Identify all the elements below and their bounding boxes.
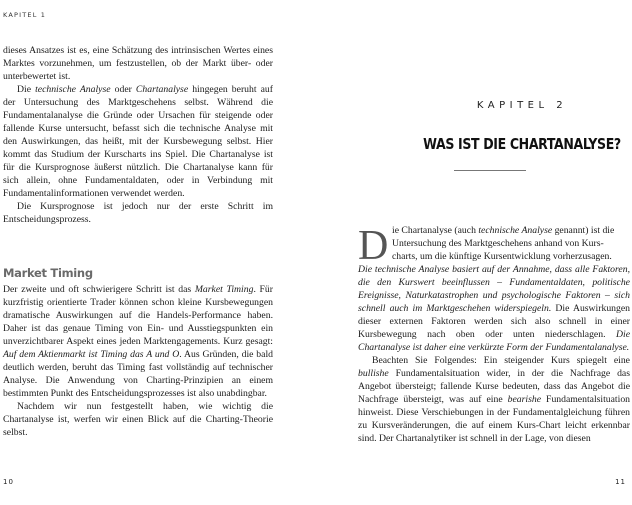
chapter-title: WAS IST DIE CHARTANALYSE? [423,135,621,153]
left-body-bottom [3,283,273,439]
section-heading: Market Timing [3,266,93,280]
paragraph: Die technische Analyse oder Chartanalyse hingegen beruht auf der Untersuchung des Marktgeschehens selbst. Während die Fundamentalanalyse die Gründe oder Ursachen für steigende oder fallende Kurse untersucht, befasst sich die technische Analyse mit den Auswirkungen, das heißt, mit der Kursbewegung selbst. Hier kommt das Studium der Kurscharts ins Spiel. Die Chartanalyse ist für die Kursprognose äußerst nützlich. Die Chartanalyse kann für sich allein, ohne Fundamentaldaten, oder in Verbindung mit Fundamentalinformationen verwendet werden. [3,84,273,199]
page-number: 10 [3,478,14,486]
right-page [316,0,632,505]
title-divider [454,170,526,171]
left-body-top [3,44,273,226]
paragraph: Beachten Sie Folgendes: Ein steigender Kurs spiegelt eine bullishe Fundamentalsituation wider, in der die Nachfrage das Angebot übersteigt; fallende Kurse bedeuten, dass das Angebot die Nachfrage übersteigt, was auf eine bearishe Fundamentalsituation hinweist. Diese Verschiebungen in der Fundamentalgleichung führen zu Kursveränderungen, die auf einem Kurs-Chart leicht erkennbar sind. Der Chartanalytiker ist schnell in der Lage, von diesen [358,355,631,444]
right-body [358,224,630,445]
paragraph: Der zweite und oft schwierigere Schritt ist das Market Timing. Für kurzfristig orientierte Trader können schon kleine Kursbewegungen dramatische Auswirkungen auf die Handels-Performance haben. Daher ist das genaue Timing von Ein- und Ausstiegspunkten ein unverzichtbarer Aspekt eines jeden Marktengagements. Kurz gesagt: Auf dem Aktienmarkt ist Timing das A und O. Aus Gründen, die bald deutlich werden, beruht das Timing fast vollständig auf technischer Analyse. Die Anwendung von Charting-Prinzipien an einem bestimmten Punkt des Entscheidungsprozesses ist also unabdingbar. [3,284,273,399]
running-head: KAPITEL 1 [3,11,47,19]
paragraph: ie Chartanalyse (auch technische Analyse genannt) ist die Untersuchung des Marktgeschehens anhand von Kurs- charts, um die künftige Kursentwicklung vorherzusagen. [392,225,615,262]
paragraph: Die technische Analyse basiert auf der Annahme, dass alle Faktoren, die den Kurswert beeinflussen – Fundamentaldaten, politische Ereignisse, Naturkatastrophen und psychologische Faktoren – sich schnell auch im Marktgeschehen widerspiegeln. Die Auswirkungen dieser externen Faktoren werden sich also schnell in einer Kursbewegung nach oben oder unten niederschlagen. Die Chartanalyse ist daher eine verkürzte Form der Fundamentalanalyse. [358,264,630,353]
paragraph: Nachdem wir nun festgestellt haben, wie wichtig die Chartanalyse ist, werfen wir einen Blick auf die Charting-Theorie selbst. [3,401,273,438]
drop-cap: D [358,223,389,269]
paragraph: dieses Ansatzes ist es, eine Schätzung des intrinsischen Wertes eines Marktes vorzunehmen, um festzustellen, ob der Markt über- oder unterbewertet ist. [3,45,273,82]
paragraph: Die Kursprognose ist jedoch nur der erste Schritt im Entscheidungsprozess. [3,201,273,225]
chapter-label: KAPITEL 2 [476,100,568,111]
page-number: 11 [615,478,626,486]
